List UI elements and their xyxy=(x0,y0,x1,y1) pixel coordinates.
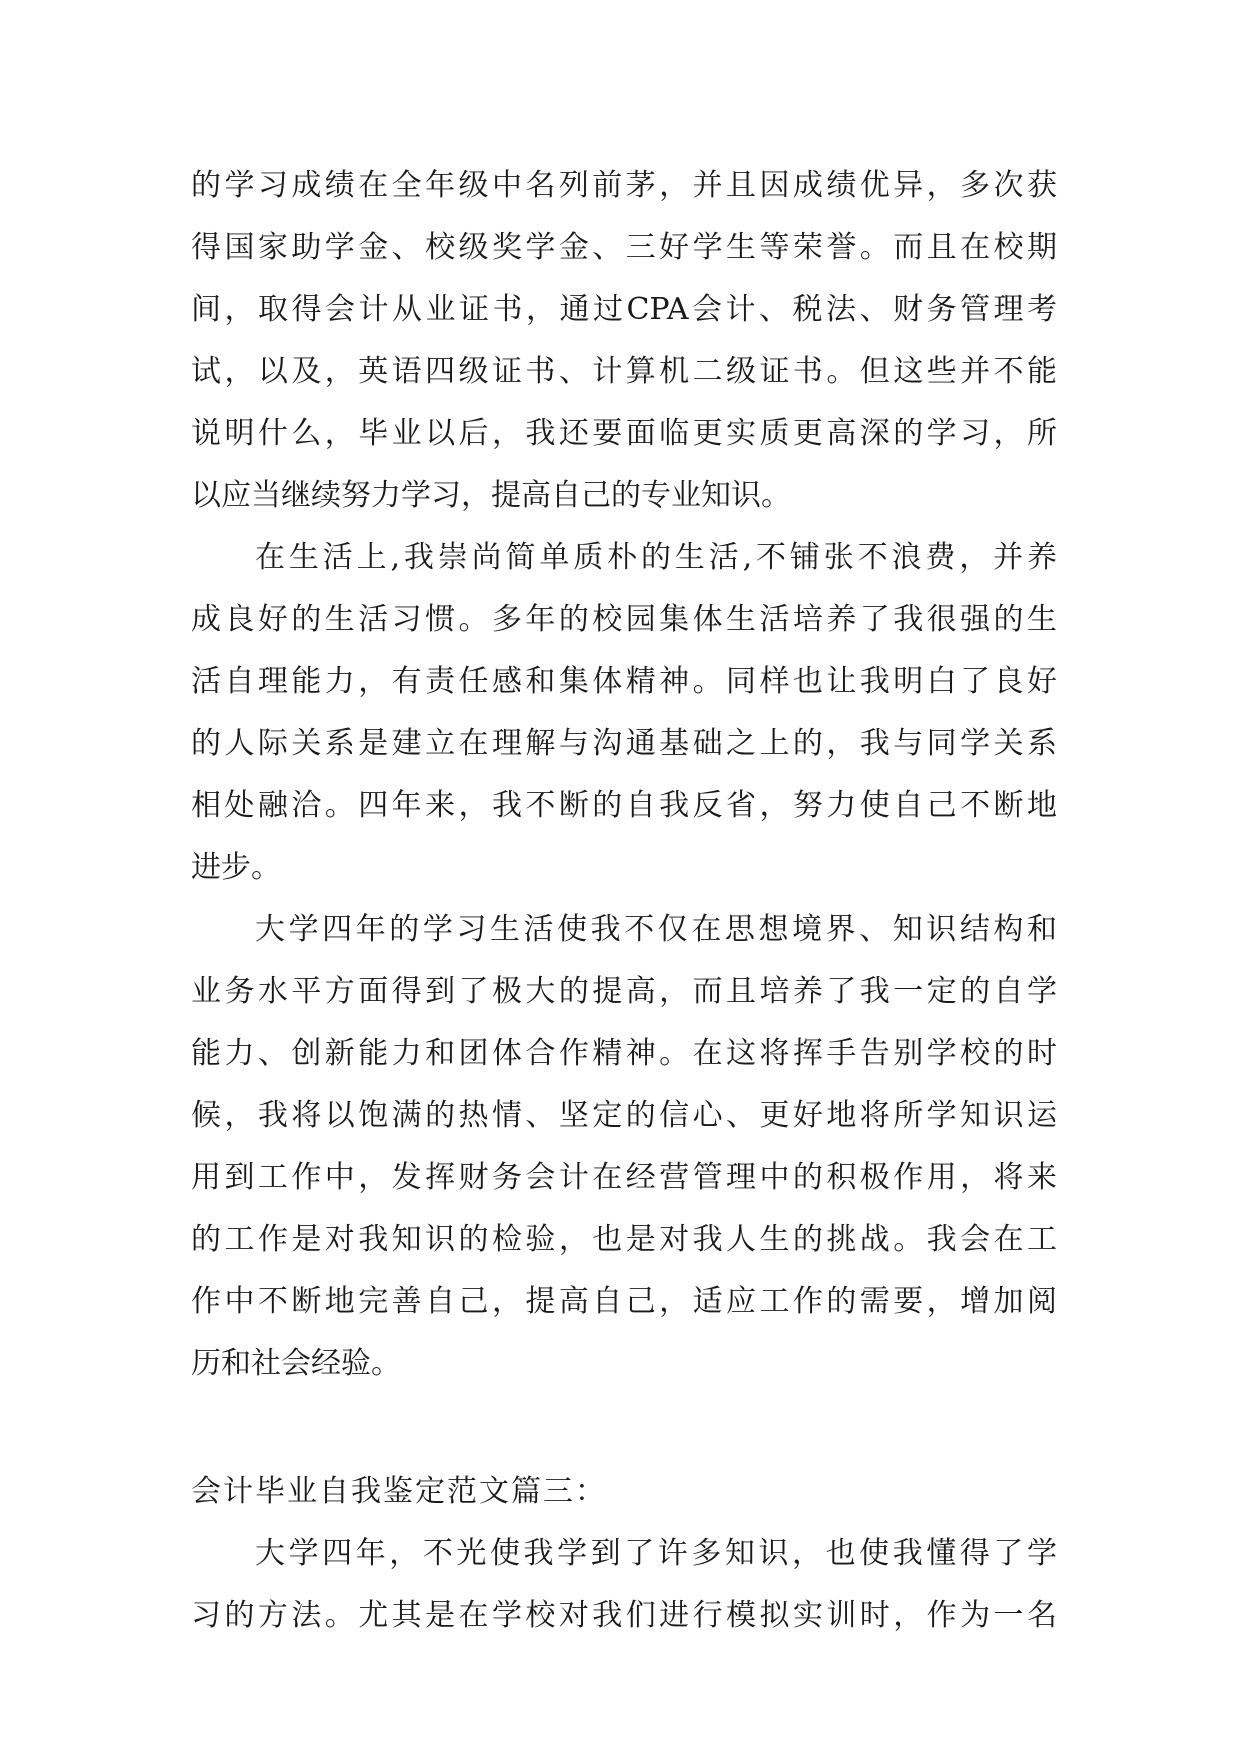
text-line: 能力、创新能力和团体合作精神。在这将挥手告别学校的时 xyxy=(191,1036,1057,1071)
paragraph-summary xyxy=(191,899,1057,1395)
text-line: 成良好的生活习惯。多年的校园集体生活培养了我很强的生 xyxy=(191,602,1057,637)
paragraph-academic xyxy=(191,155,1057,527)
text-line: 大学四年的学习生活使我不仅在思想境界、知识结构和 xyxy=(255,912,1057,947)
text-line: 试，以及，英语四级证书、计算机二级证书。但这些并不能 xyxy=(191,354,1057,389)
text-line: 习的方法。尤其是在学校对我们进行模拟实训时，作为一名 xyxy=(191,1598,1057,1633)
text-line: 相处融洽。四年来，我不断的自我反省，努力使自己不断地 xyxy=(191,788,1057,823)
text-line: 历和社会经验。 xyxy=(191,1346,401,1381)
section-heading: 会计毕业自我鉴定范文篇三： xyxy=(191,1474,607,1509)
text-line: 间，取得会计从业证书，通过CPA会计、税法、财务管理考 xyxy=(191,292,1057,327)
text-line: 作中不断地完善自己，提高自己，适应工作的需要，增加阅 xyxy=(191,1284,1057,1319)
text-line: 用到工作中，发挥财务会计在经营管理中的积极作用，将来 xyxy=(191,1160,1057,1195)
text-line: 以应当继续努力学习，提高自己的专业知识。 xyxy=(191,478,791,513)
section-spacer xyxy=(191,1395,1057,1461)
text-line: 活自理能力，有责任感和集体精神。同样也让我明白了良好 xyxy=(191,664,1057,699)
document-body xyxy=(191,155,1057,1647)
text-line: 说明什么，毕业以后，我还要面临更实质更高深的学习，所 xyxy=(191,416,1057,451)
text-line: 得国家助学金、校级奖学金、三好学生等荣誉。而且在校期 xyxy=(191,230,1057,265)
text-line: 进步。 xyxy=(191,850,281,885)
text-line: 的人际关系是建立在理解与沟通基础之上的，我与同学关系 xyxy=(191,726,1057,761)
text-line: 的工作是对我知识的检验，也是对我人生的挑战。我会在工 xyxy=(191,1222,1057,1257)
text-line: 的学习成绩在全年级中名列前茅，并且因成绩优异，多次获 xyxy=(191,168,1057,203)
text-line: 在生活上,我崇尚简单质朴的生活,不铺张不浪费，并养 xyxy=(255,540,1057,575)
paragraph-life xyxy=(191,527,1057,899)
text-line: 候，我将以饱满的热情、坚定的信心、更好地将所学知识运 xyxy=(191,1098,1057,1133)
text-line: 大学四年，不光使我学到了许多知识，也使我懂得了学 xyxy=(255,1536,1057,1571)
paragraph-section-three xyxy=(191,1523,1057,1647)
text-line: 业务水平方面得到了极大的提高，而且培养了我一定的自学 xyxy=(191,974,1057,1009)
